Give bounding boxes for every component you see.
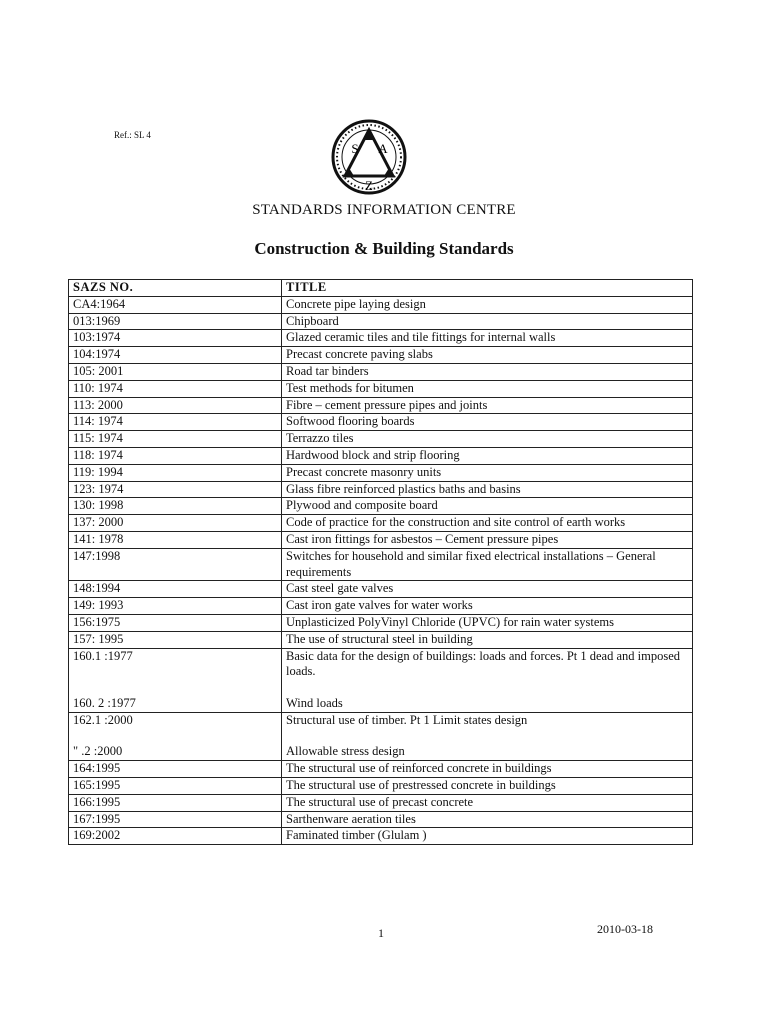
organization-name: STANDARDS INFORMATION CENTRE (252, 202, 516, 218)
cell-title (282, 347, 693, 364)
header-title: TITLE (282, 280, 693, 297)
cell-sazs-no (69, 531, 282, 548)
cell-title (282, 631, 693, 648)
table-row (69, 313, 693, 330)
standard-number: CA4:1964 (73, 296, 126, 311)
table-row (69, 794, 693, 811)
standard-number: 141: 1978 (73, 531, 124, 546)
cell-title (282, 330, 693, 347)
table-row (69, 531, 693, 548)
cell-sazs-no (69, 598, 282, 615)
cell-sazs-no (69, 347, 282, 364)
standard-title-line: Cast iron gate valves for water works (286, 598, 473, 613)
standard-title-line: Wind loads (286, 695, 343, 710)
cell-sazs-no (69, 811, 282, 828)
cell-sazs-no (69, 431, 282, 448)
cell-title (282, 811, 693, 828)
cell-title (282, 712, 693, 760)
table-header-row (69, 280, 693, 297)
standard-number: 167:1995 (73, 811, 121, 826)
standard-title-line: Fibre – cement pressure pipes and joints (286, 397, 488, 412)
cell-sazs-no (69, 447, 282, 464)
cell-sazs-no (69, 828, 282, 845)
standard-title-line: Basic data for the design of buildings: loads and forces. Pt 1 dead and imposed loads. (286, 648, 681, 679)
cell-sazs-no (69, 481, 282, 498)
standard-title-line: Concrete pipe laying design (286, 296, 426, 311)
standard-title-line: Allowable stress design (286, 744, 405, 759)
table-row (69, 761, 693, 778)
table-row (69, 648, 693, 712)
cell-title (282, 828, 693, 845)
standard-number: 156:1975 (73, 614, 121, 629)
cell-title (282, 414, 693, 431)
table-row (69, 515, 693, 532)
standard-title-line (286, 680, 688, 696)
cell-title (282, 614, 693, 631)
cell-title (282, 481, 693, 498)
cell-title (282, 397, 693, 414)
logo-letter-z: Z (365, 178, 373, 193)
table-row (69, 330, 693, 347)
standard-title-line: The structural use of prestressed concrete in buildings (286, 777, 556, 792)
cell-title (282, 464, 693, 481)
standard-number: 123: 1974 (73, 481, 124, 496)
cell-title (282, 515, 693, 532)
table-row (69, 631, 693, 648)
table-row (69, 296, 693, 313)
standard-title-line: Test methods for bitumen (286, 380, 414, 395)
cell-sazs-no (69, 794, 282, 811)
cell-sazs-no (69, 614, 282, 631)
cell-sazs-no (69, 330, 282, 347)
cell-sazs-no (69, 397, 282, 414)
standard-number: 118: 1974 (73, 447, 123, 462)
standard-title-line: Plywood and composite board (286, 498, 438, 513)
document-date: 2010-03-18 (597, 922, 653, 936)
cell-title (282, 363, 693, 380)
standard-number: 157: 1995 (73, 631, 124, 646)
standard-title-line: Faminated timber (Glulam ) (286, 828, 427, 843)
standard-title-line: Glazed ceramic tiles and tile fittings for internal walls (286, 330, 556, 345)
cell-sazs-no (69, 464, 282, 481)
standard-number: 162.1 :2000 (73, 712, 133, 727)
standard-title-line: Precast concrete paving slabs (286, 347, 433, 362)
cell-sazs-no (69, 498, 282, 515)
standard-title-line: Structural use of timber. Pt 1 Limit states design (286, 712, 528, 727)
cell-title (282, 777, 693, 794)
cell-sazs-no (69, 313, 282, 330)
table-row (69, 397, 693, 414)
cell-title (282, 380, 693, 397)
standard-title-line: Cast steel gate valves (286, 581, 394, 596)
standard-number: 165:1995 (73, 777, 121, 792)
cell-sazs-no (69, 515, 282, 532)
table-row (69, 431, 693, 448)
standard-title-line: Softwood flooring boards (286, 414, 415, 429)
standard-title-line: Precast concrete masonry units (286, 464, 442, 479)
standard-title-line: Road tar binders (286, 363, 369, 378)
standard-title-line: Code of practice for the construction and site control of earth works (286, 515, 626, 530)
standard-number: 148:1994 (73, 581, 121, 596)
table-row (69, 363, 693, 380)
standards-table (68, 279, 693, 845)
cell-sazs-no (69, 777, 282, 794)
cell-title (282, 648, 693, 712)
standard-number (73, 729, 277, 745)
standard-title-line: Glass fibre reinforced plastics baths and basins (286, 481, 521, 496)
standard-number (73, 680, 277, 696)
table-row (69, 828, 693, 845)
cell-sazs-no (69, 548, 282, 581)
cell-title (282, 581, 693, 598)
cell-title (282, 548, 693, 581)
cell-title (282, 296, 693, 313)
standard-number: 119: 1994 (73, 464, 123, 479)
standard-number: 160.1 :1977 (73, 648, 133, 663)
table-row (69, 811, 693, 828)
table-row (69, 447, 693, 464)
cell-title (282, 447, 693, 464)
cell-sazs-no (69, 581, 282, 598)
table-row (69, 414, 693, 431)
header-sazs-no: SAZS NO. (69, 280, 282, 297)
standard-number (73, 664, 277, 680)
table-row (69, 498, 693, 515)
saz-logo (328, 118, 410, 196)
page-number: 1 (378, 926, 384, 940)
standard-number: 113: 2000 (73, 397, 123, 412)
logo-letter-a: A (378, 141, 388, 156)
standard-number: 104:1974 (73, 347, 121, 362)
standard-number: 114: 1974 (73, 414, 123, 429)
cell-sazs-no (69, 761, 282, 778)
cell-sazs-no (69, 380, 282, 397)
standard-number: 160. 2 :1977 (73, 695, 136, 710)
cell-sazs-no (69, 631, 282, 648)
logo-letter-s: S (351, 141, 359, 156)
cell-title (282, 794, 693, 811)
standard-title-line: Unplasticized PolyVinyl Chloride (UPVC) for rain water systems (286, 614, 615, 629)
standard-number: 130: 1998 (73, 498, 124, 513)
standard-number: 166:1995 (73, 794, 121, 809)
standard-number: 147:1998 (73, 548, 121, 563)
table-row (69, 380, 693, 397)
cell-sazs-no (69, 712, 282, 760)
standard-title-line: Cast iron fittings for asbestos – Cement pressure pipes (286, 531, 559, 546)
standard-title-line (286, 729, 688, 745)
table-row (69, 481, 693, 498)
standard-number: 110: 1974 (73, 380, 123, 395)
standard-number: 105: 2001 (73, 363, 124, 378)
reference-code: Ref.: SL 4 (114, 130, 151, 140)
cell-sazs-no (69, 648, 282, 712)
standard-number: " .2 :2000 (73, 744, 123, 759)
cell-title (282, 431, 693, 448)
table-body (69, 296, 693, 844)
document-title: Construction & Building Standards (254, 239, 514, 258)
table-row (69, 581, 693, 598)
standard-number: 169:2002 (73, 828, 121, 843)
table-row (69, 598, 693, 615)
table-row (69, 614, 693, 631)
table-row (69, 464, 693, 481)
cell-title (282, 598, 693, 615)
cell-title (282, 313, 693, 330)
table-row (69, 777, 693, 794)
table-row (69, 712, 693, 760)
table-row (69, 347, 693, 364)
standard-number: 013:1969 (73, 313, 121, 328)
standard-title-line: Sarthenware aeration tiles (286, 811, 416, 826)
standard-title-line: Hardwood block and strip flooring (286, 447, 460, 462)
cell-sazs-no (69, 363, 282, 380)
cell-title (282, 498, 693, 515)
cell-title (282, 761, 693, 778)
standard-title-line: The structural use of reinforced concrete in buildings (286, 761, 552, 776)
cell-sazs-no (69, 414, 282, 431)
cell-sazs-no (69, 296, 282, 313)
standard-number: 103:1974 (73, 330, 121, 345)
standard-title-line: Chipboard (286, 313, 339, 328)
standard-title-line: Switches for household and similar fixed electrical installations – General requirements (286, 548, 656, 579)
standard-title-line: The use of structural steel in building (286, 631, 473, 646)
standard-number: 149: 1993 (73, 598, 124, 613)
standard-number: 164:1995 (73, 761, 121, 776)
standard-number: 115: 1974 (73, 431, 123, 446)
cell-title (282, 531, 693, 548)
standard-title-line: The structural use of precast concrete (286, 794, 474, 809)
table-row (69, 548, 693, 581)
standard-title-line: Terrazzo tiles (286, 431, 354, 446)
standard-number: 137: 2000 (73, 515, 124, 530)
